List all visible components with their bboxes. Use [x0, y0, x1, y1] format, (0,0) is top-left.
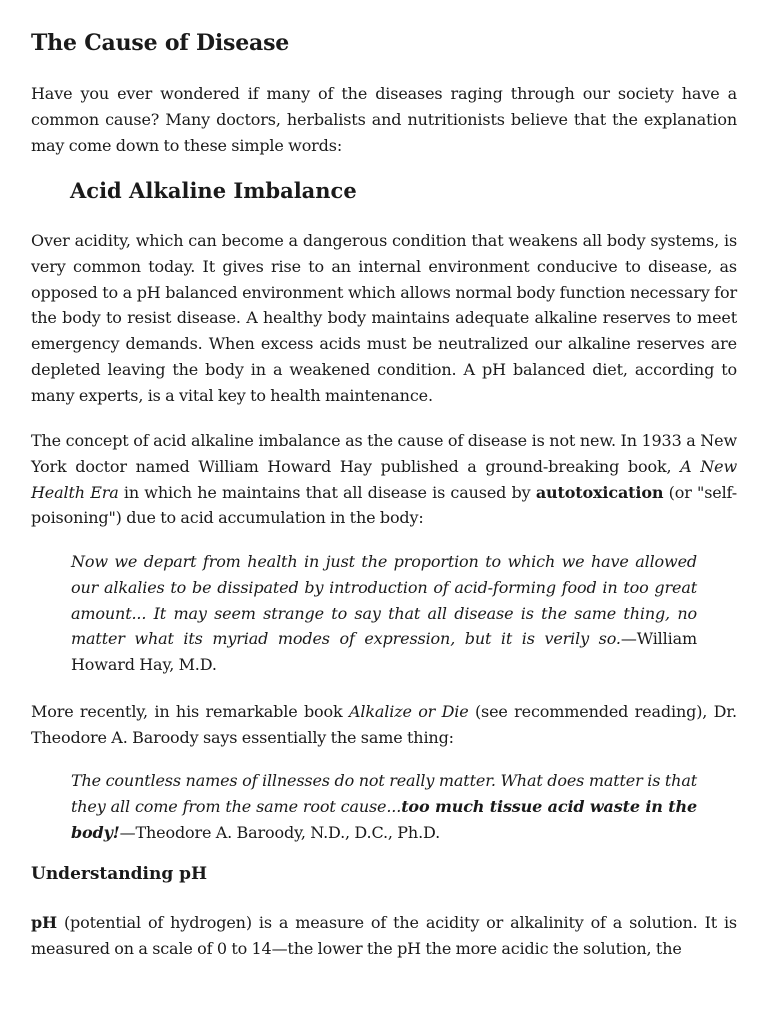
- paragraph-baroody: [31, 699, 737, 751]
- quote-attribution: —Theodore A. Baroody, N.D., D.C., Ph.D.: [119, 822, 441, 842]
- quote-body: The countless names of illnesses do not really matter. What does matter is that they all come from the same root cause...: [71, 771, 697, 816]
- quote-emphasis: too much tissue acid waste in the body!: [71, 796, 697, 842]
- text-span: (or "self-poisoning") due to acid accumulation in the body:: [31, 482, 737, 528]
- intro-paragraph: [31, 81, 737, 158]
- quote-text: [71, 549, 697, 678]
- paragraph-text: [31, 428, 737, 531]
- section-subtitle: Acid Alkaline Imbalance: [70, 178, 357, 203]
- quote-attribution: —William Howard Hay, M.D.: [71, 629, 697, 675]
- text-span: The concept of acid alkaline imbalance as the cause of disease is not new. In 1933 a New York doctor named William Howard Hay published a ground-breaking book,: [31, 431, 737, 476]
- paragraph-text: [31, 910, 737, 962]
- paragraph-over-acidity: [31, 228, 737, 409]
- quote-body: Now we depart from health in just the proportion to which we have allowed our alkalies to be dissipated by introduction of acid-forming food in too great amount... It may seem strange to say that all disease is the same thing, no matter what its myriad modes of expression, but it is verily so.: [71, 552, 697, 649]
- blockquote-baroody: [71, 768, 697, 845]
- emphasis-term: pH: [31, 913, 58, 932]
- page-title: The Cause of Disease: [31, 30, 290, 56]
- blockquote-hay: [71, 549, 697, 678]
- text-span: (see recommended reading), Dr. Theodore A. Baroody says essentially the same thing:: [31, 702, 737, 747]
- paragraph-concept: [31, 428, 737, 531]
- paragraph-ph: [31, 910, 737, 962]
- emphasis-term: autotoxication: [535, 482, 664, 502]
- intro-text: Have you ever wondered if many of the diseases raging through our society have a common cause? Many doctors, herbalists and nutritionists believe that the explanation may come down to these simple words:: [31, 84, 737, 155]
- text-span: in which he maintains that all disease is caused by: [118, 482, 536, 502]
- text-span: (potential of hydrogen) is a measure of the acidity or alkalinity of a solution. It is measured on a scale of 0 to 14—the lower the pH the more acidic the solution, the: [31, 913, 737, 958]
- quote-text: [71, 768, 697, 845]
- section-heading: Understanding pH: [31, 864, 208, 884]
- book-title: Alkalize or Die: [348, 702, 469, 721]
- text-span: More recently, in his remarkable book: [31, 702, 349, 721]
- book-title: A New Health Era: [31, 456, 737, 502]
- paragraph-text: Over acidity, which can become a dangerous condition that weakens all body systems, is very common today. It gives rise to an internal environment conducive to disease, as opposed to a pH balanced environment which allows normal body function necessary for the body to resist disease. A healthy body maintains adequate alkaline reserves to meet emergency demands. When excess acids must be neutralized our alkaline reserves are depleted leaving the body in a weakened condition. A pH balanced diet, according to many experts, is a vital key to health maintenance.: [31, 231, 737, 405]
- paragraph-text: [31, 699, 737, 751]
